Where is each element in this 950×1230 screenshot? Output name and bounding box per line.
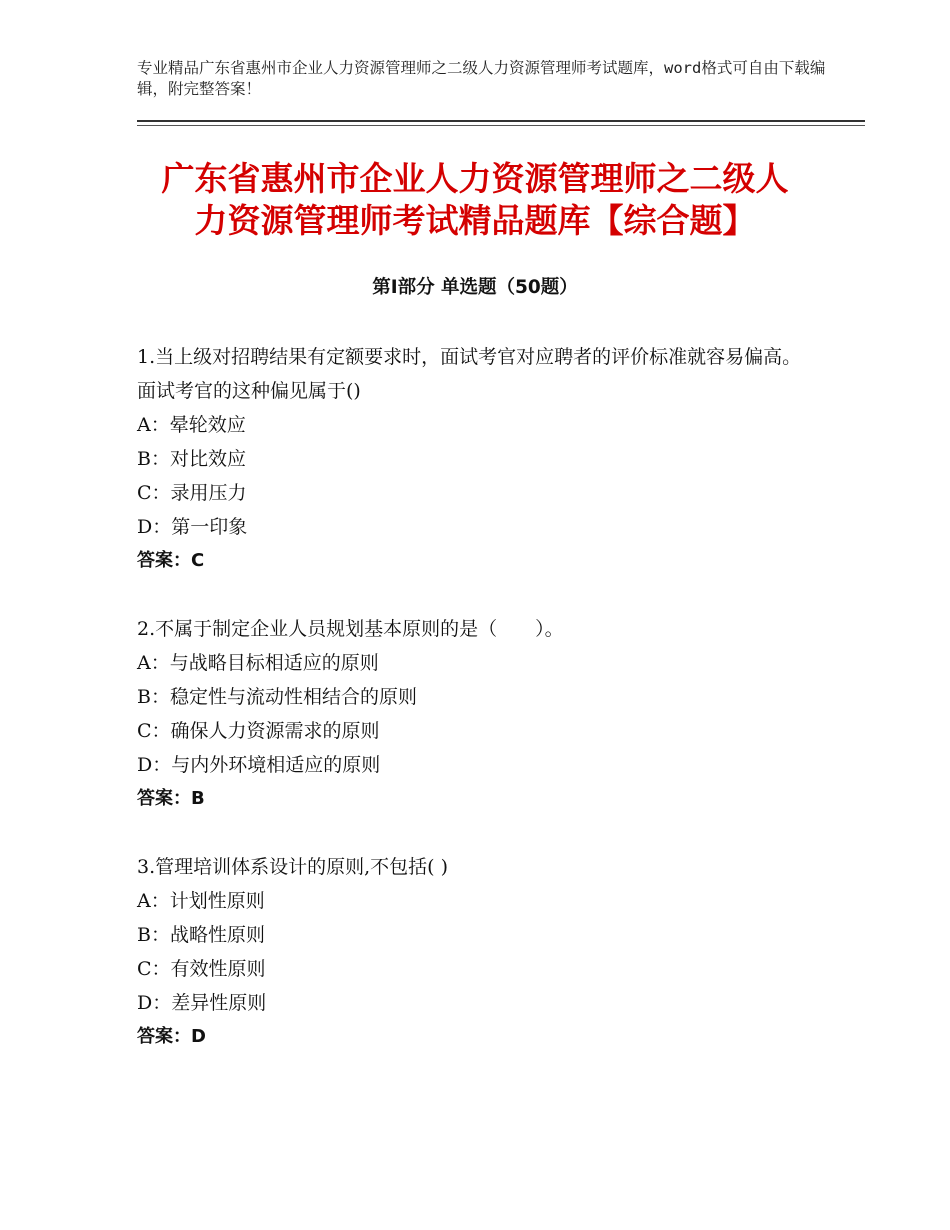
option-a: A：晕轮效应 — [137, 414, 246, 436]
option-c: C：确保人力资源需求的原则 — [137, 720, 380, 742]
option-a: A：计划性原则 — [137, 890, 265, 912]
document-title-line-1: 广东省惠州市企业人力资源管理师之二级人 — [161, 159, 789, 198]
option-b: B：稳定性与流动性相结合的原则 — [137, 686, 417, 708]
answer: 答案：C — [137, 550, 205, 571]
option-d: D：与内外环境相适应的原则 — [137, 754, 381, 776]
option-c: C：录用压力 — [137, 482, 247, 504]
header-note: 专业精品广东省惠州市企业人力资源管理师之二级人力资源管理师考试题库，word格式可自由下载编辑，附完整答案！ — [137, 59, 826, 98]
question-text: 2.不属于制定企业人员规划基本原则的是（ ）。 — [137, 618, 564, 640]
option-a: A：与战略目标相适应的原则 — [137, 652, 379, 674]
question-list — [137, 340, 817, 1088]
option-b: B：对比效应 — [137, 448, 246, 470]
option-c: C：有效性原则 — [137, 958, 266, 980]
header-rule-thick — [137, 120, 865, 122]
question-text: 3.管理培训体系设计的原则,不包括( ) — [137, 856, 449, 878]
section-title: 第Ⅰ部分 单选题（50题） — [372, 277, 578, 298]
question-3 — [137, 850, 817, 1054]
answer: 答案：B — [137, 788, 205, 809]
option-d: D：差异性原则 — [137, 992, 267, 1014]
question-text: 1.当上级对招聘结果有定额要求时，面试考官对应聘者的评价标准就容易偏高。面试考官的这种偏见属于() — [137, 346, 802, 402]
option-b: B：战略性原则 — [137, 924, 265, 946]
answer: 答案：D — [137, 1026, 206, 1047]
question-1 — [137, 340, 817, 578]
document-title — [137, 158, 813, 242]
document-title-line-2: 力资源管理师考试精品题库【综合题】 — [194, 201, 756, 240]
question-2 — [137, 612, 817, 816]
option-d: D：第一印象 — [137, 516, 248, 538]
header-rule-thin — [137, 125, 865, 126]
